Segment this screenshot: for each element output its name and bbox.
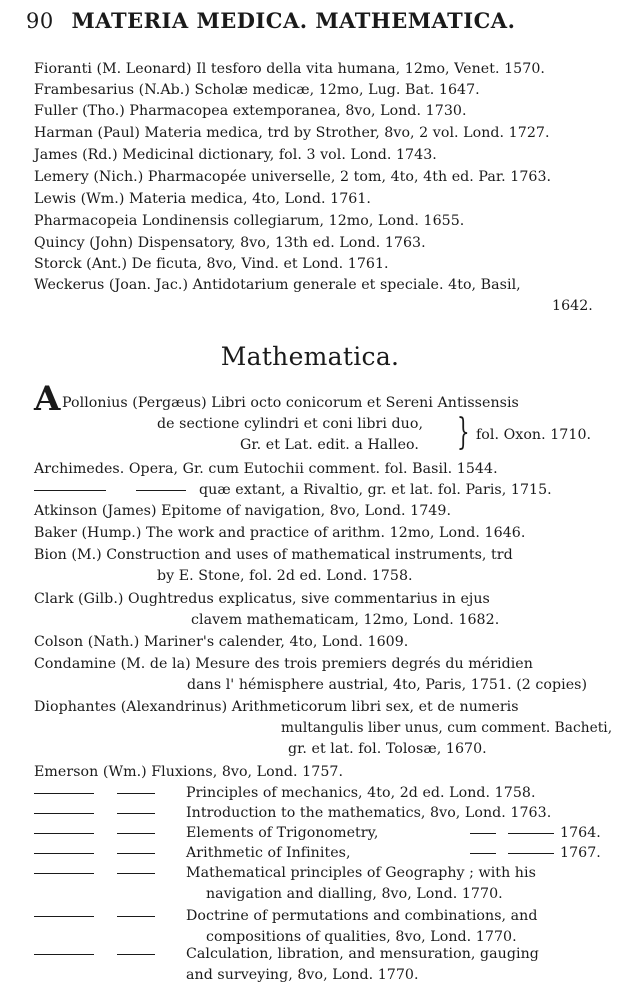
ditto-dash bbox=[34, 833, 94, 834]
entry-weckerus-year: 1642. bbox=[552, 298, 593, 314]
entry-lemery: Lemery (Nich.) Pharmacopée universelle, 2 tom, 4to, 4th ed. Par. 1763. bbox=[34, 169, 552, 185]
entry-atkinson: Atkinson (James) Epitome of navigation, 8vo, Lond. 1749. bbox=[34, 503, 452, 519]
ditto-dash bbox=[136, 490, 186, 491]
ditto-dash bbox=[117, 954, 155, 955]
entry-emerson: Emerson (Wm.) Fluxions, 8vo, Lond. 1757. bbox=[34, 764, 344, 780]
entry-apollonius-cont: Gr. et Lat. edit. a Halleo. bbox=[240, 437, 419, 453]
ditto-dash bbox=[34, 793, 94, 794]
entry-condamine: Condamine (M. de la) Mesure des trois premiers degrés du méridien bbox=[34, 656, 533, 672]
ditto-dash bbox=[117, 853, 155, 854]
ditto-dash bbox=[117, 833, 155, 834]
entry-emerson-mechanics: Principles of mechanics, 4to, 2d ed. Lond. 1758. bbox=[186, 785, 536, 801]
entry-apollonius-imprint: fol. Oxon. 1710. bbox=[476, 427, 592, 443]
entry-james: James (Rd.) Medicinal dictionary, fol. 3 vol. Lond. 1743. bbox=[34, 147, 437, 163]
entry-archimedes: Archimedes. Opera, Gr. cum Eutochii comment. fol. Basil. 1544. bbox=[34, 461, 498, 477]
entry-diophantes-cont: multangulis liber unus, cum comment. Bacheti, bbox=[281, 720, 613, 736]
ditto-dash bbox=[34, 813, 94, 814]
entry-diophantes: Diophantes (Alexandrinus) Arithmeticorum libri sex, et de numeris bbox=[34, 699, 519, 715]
entry-emerson-trigonometry: Elements of Trigonometry, bbox=[186, 825, 379, 841]
entry-baker: Baker (Hump.) The work and practice of arithm. 12mo, Lond. 1646. bbox=[34, 525, 526, 541]
brace-glyph: } bbox=[457, 412, 470, 453]
ditto-dash bbox=[117, 813, 155, 814]
ditto-dash bbox=[34, 853, 94, 854]
entry-bion: Bion (M.) Construction and uses of mathematical instruments, trd bbox=[34, 547, 513, 563]
entry-emerson-calculation: Calculation, libration, and mensuration, gauging bbox=[186, 946, 539, 962]
ditto-dash bbox=[34, 873, 94, 874]
entry-apollonius-cont: de sectione cylindri et coni libri duo, bbox=[157, 416, 424, 432]
ditto-dash bbox=[34, 954, 94, 955]
entry-year: 1764. bbox=[560, 825, 601, 841]
ditto-dash bbox=[34, 916, 94, 917]
entry-pharmacopeia: Pharmacopeia Londinensis collegiarum, 12mo, Lond. 1655. bbox=[34, 213, 465, 229]
entry-colson: Colson (Nath.) Mariner's calender, 4to, Lond. 1609. bbox=[34, 634, 409, 650]
entry-archimedes-rivaltio: quæ extant, a Rivaltio, gr. et lat. fol. Paris, 1715. bbox=[199, 482, 552, 498]
ditto-dash bbox=[117, 916, 155, 917]
entry-fuller: Fuller (Tho.) Pharmacopea extemporanea, 8vo, Lond. 1730. bbox=[34, 103, 467, 119]
entry-lewis: Lewis (Wm.) Materia medica, 4to, Lond. 1761. bbox=[34, 191, 371, 207]
entry-apollonius: Pollonius (Pergæus) Libri octo conicorum et Sereni Antissensis bbox=[62, 395, 519, 411]
section-heading: Mathematica. bbox=[220, 342, 400, 371]
running-title: MATERIA MEDICA. MATHEMATICA. bbox=[71, 8, 516, 33]
ditto-dash bbox=[34, 490, 106, 491]
entry-year: 1767. bbox=[560, 845, 601, 861]
entry-storck: Storck (Ant.) De ficuta, 8vo, Vind. et Lond. 1761. bbox=[34, 256, 389, 272]
entry-clark: Clark (Gilb.) Oughtredus explicatus, sive commentarius in ejus bbox=[34, 591, 490, 607]
ditto-dash bbox=[117, 873, 155, 874]
ditto-dash bbox=[508, 833, 554, 834]
entry-emerson-introduction: Introduction to the mathematics, 8vo, Lond. 1763. bbox=[186, 805, 552, 821]
ditto-dash bbox=[508, 853, 554, 854]
ditto-dash bbox=[470, 853, 496, 854]
entry-frambesarius: Frambesarius (N.Ab.) Scholæ medicæ, 12mo, Lug. Bat. 1647. bbox=[34, 82, 480, 98]
entry-emerson-infinites: Arithmetic of Infinites, bbox=[186, 845, 351, 861]
entry-emerson-permutations: Doctrine of permutations and combinations, and bbox=[186, 908, 538, 924]
entry-diophantes-cont: gr. et lat. fol. Tolosæ, 1670. bbox=[288, 741, 487, 757]
page-number: 90 bbox=[26, 9, 54, 33]
entry-emerson-permutations-cont: compositions of qualities, 8vo, Lond. 1770. bbox=[206, 929, 517, 945]
entry-bion-cont: by E. Stone, fol. 2d ed. Lond. 1758. bbox=[157, 568, 413, 584]
entry-emerson-geography-cont: navigation and dialling, 8vo, Lond. 1770. bbox=[206, 886, 503, 902]
drop-cap-letter: A bbox=[34, 379, 61, 419]
entry-weckerus: Weckerus (Joan. Jac.) Antidotarium generale et speciale. 4to, Basil, bbox=[34, 277, 521, 293]
page-header bbox=[26, 8, 606, 38]
entry-fioranti: Fioranti (M. Leonard) Il tesforo della vita humana, 12mo, Venet. 1570. bbox=[34, 61, 545, 77]
entry-condamine-cont: dans l' hémisphere austrial, 4to, Paris, 1751. (2 copies) bbox=[187, 677, 588, 693]
ditto-dash bbox=[117, 793, 155, 794]
entry-clark-cont: clavem mathematicam, 12mo, Lond. 1682. bbox=[191, 612, 500, 628]
entry-harman: Harman (Paul) Materia medica, trd by Strother, 8vo, 2 vol. Lond. 1727. bbox=[34, 125, 550, 141]
entry-emerson-geography: Mathematical principles of Geography ; with his bbox=[186, 865, 536, 881]
ditto-dash bbox=[470, 833, 496, 834]
entry-quincy: Quincy (John) Dispensatory, 8vo, 13th ed. Lond. 1763. bbox=[34, 235, 426, 251]
entry-emerson-calculation-cont: and surveying, 8vo, Lond. 1770. bbox=[186, 967, 419, 983]
